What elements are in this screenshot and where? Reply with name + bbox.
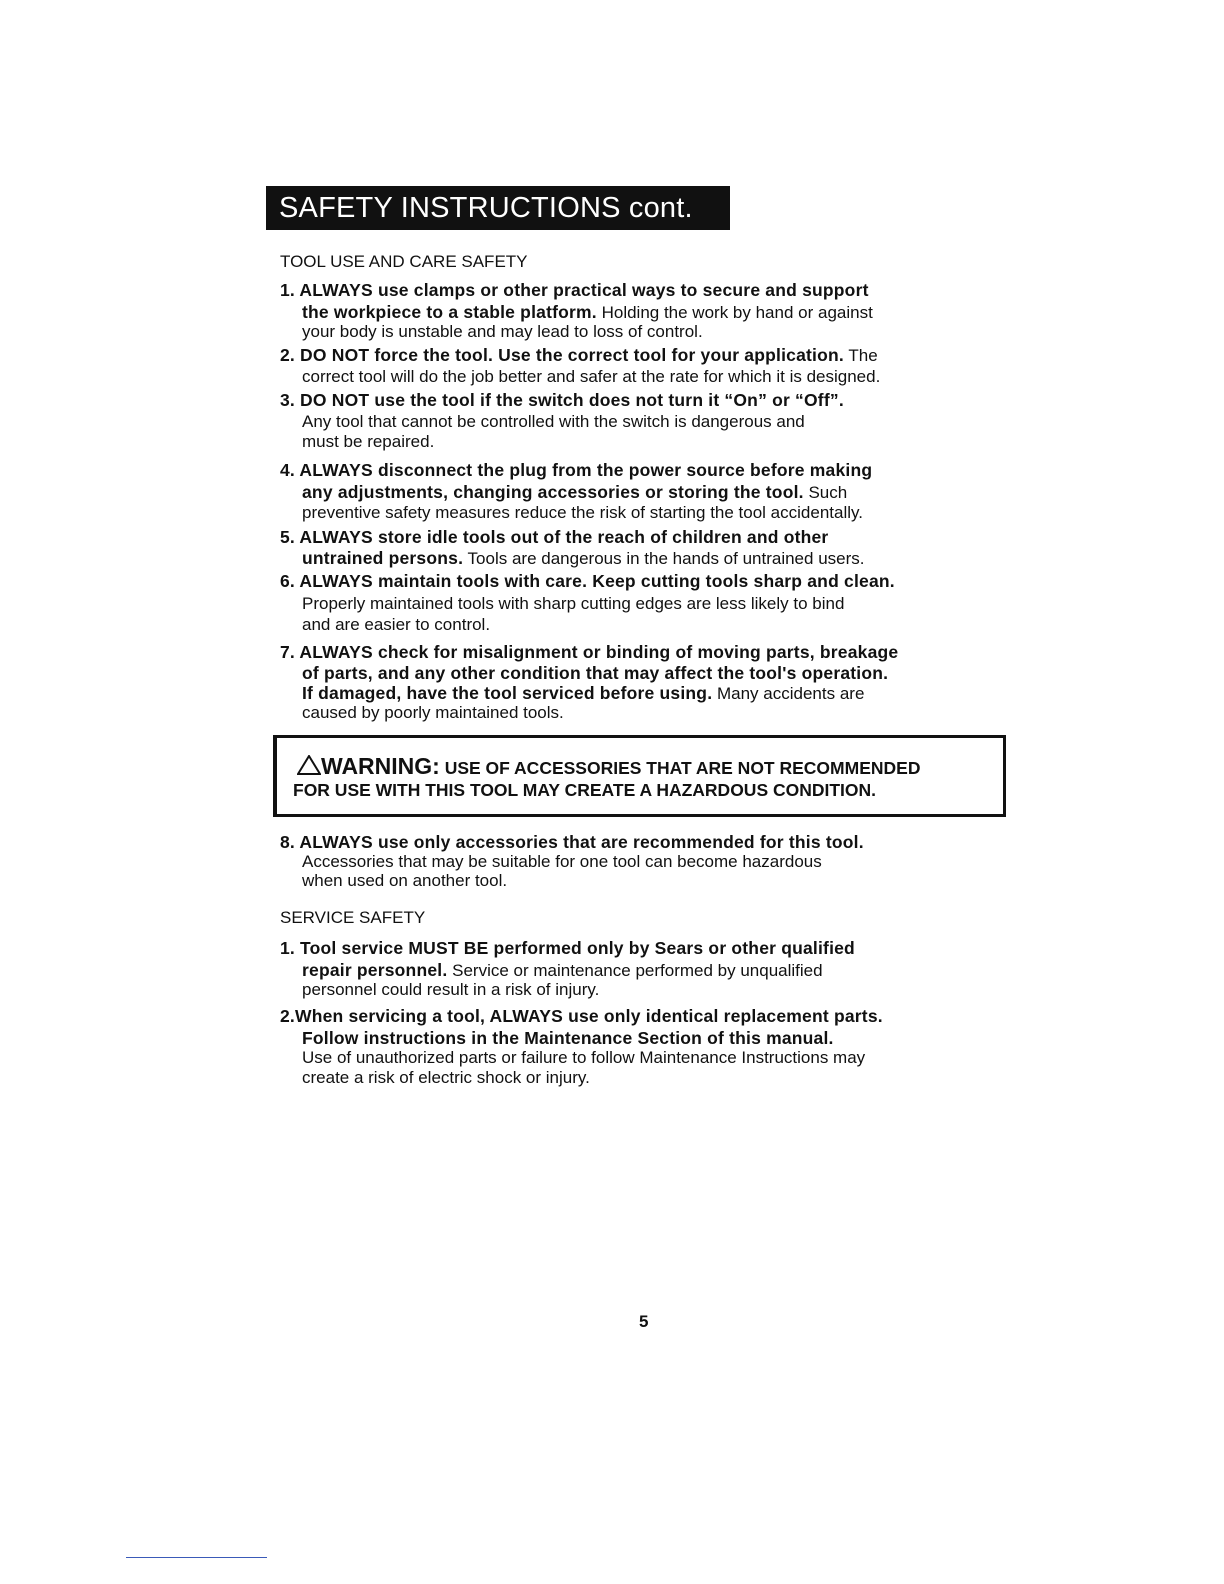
list-item-line — [302, 960, 823, 981]
list-item-line — [302, 1028, 834, 1049]
body-text: Accessories that may be suitable for one tool can become hazardous — [302, 852, 822, 871]
list-item-line — [280, 938, 855, 959]
list-item-line — [280, 832, 864, 853]
list-item-line — [302, 663, 888, 684]
footer-rule — [126, 1557, 267, 1558]
list-item-line — [302, 1048, 865, 1068]
bold-text: 2.When servicing a tool, ALWAYS use only identical replacement parts. — [280, 1006, 883, 1026]
list-item-line — [280, 345, 878, 366]
list-item-line — [302, 322, 703, 342]
service-safety-heading: SERVICE SAFETY — [280, 908, 426, 927]
warning-triangle-icon — [297, 755, 321, 775]
body-text: must be repaired. — [302, 432, 435, 451]
list-item-line — [302, 1068, 590, 1088]
bold-text: repair personnel. — [302, 960, 448, 980]
tool-use-heading: TOOL USE AND CARE SAFETY — [280, 252, 528, 271]
list-item-line — [280, 1006, 883, 1027]
bold-text: 5. ALWAYS store idle tools out of the reach of children and other — [280, 527, 829, 547]
bold-text: any adjustments, changing accessories or storing the tool. — [302, 482, 804, 502]
bold-text: If damaged, have the tool serviced before using. — [302, 683, 713, 703]
list-item-line — [280, 280, 869, 301]
body-text: when used on another tool. — [302, 871, 508, 890]
list-item-line — [302, 503, 863, 523]
bold-text: 1. Tool service MUST BE performed only by Sears or other qualified — [280, 938, 855, 958]
warning-box — [273, 735, 1006, 817]
bold-text: 7. ALWAYS check for misalignment or binding of moving parts, breakage — [280, 642, 899, 662]
body-text: Many accidents are — [712, 684, 865, 703]
bold-text: 3. DO NOT use the tool if the switch does not turn it “On” or “Off”. — [280, 390, 844, 410]
list-item-line — [302, 482, 847, 503]
bold-text: 4. ALWAYS disconnect the plug from the power source before making — [280, 460, 873, 480]
body-text: Holding the work by hand or against — [596, 303, 873, 322]
body-text: create a risk of electric shock or injury. — [302, 1068, 590, 1087]
warning-text-line2: FOR USE WITH THIS TOOL MAY CREATE A HAZARDOUS CONDITION. — [293, 780, 877, 800]
list-item-line — [302, 302, 873, 323]
list-item-line — [302, 412, 805, 432]
body-text: your body is unstable and may lead to loss of control. — [302, 322, 703, 341]
body-text: caused by poorly maintained tools. — [302, 703, 564, 722]
list-item-line — [302, 980, 599, 1000]
list-item-line — [280, 642, 898, 663]
bold-text: untrained persons. — [302, 548, 464, 568]
body-text: personnel could result in a risk of injury. — [302, 980, 600, 999]
list-item-line — [302, 683, 864, 704]
warning-text-line1: USE OF ACCESSORIES THAT ARE NOT RECOMMENDED — [439, 758, 921, 778]
list-item-line — [302, 852, 822, 872]
bold-text: Follow instructions in the Maintenance Section of this manual. — [302, 1028, 834, 1048]
list-item-line — [280, 527, 828, 548]
list-item-line — [302, 615, 490, 635]
body-text: Use of unauthorized parts or failure to follow Maintenance Instructions may — [302, 1048, 866, 1067]
warning-label: WARNING: — [321, 753, 440, 779]
list-item-line — [302, 432, 434, 452]
bold-text: 8. ALWAYS use only accessories that are recommended for this tool. — [280, 832, 864, 852]
list-item-line — [302, 367, 880, 387]
body-text: preventive safety measures reduce the risk of starting the tool accidentally. — [302, 503, 863, 522]
list-item-line — [302, 703, 564, 723]
list-item-line — [280, 571, 895, 592]
body-text: Tools are dangerous in the hands of untrained users. — [463, 549, 865, 568]
page-number: 5 — [639, 1312, 649, 1331]
bold-text: 2. DO NOT force the tool. Use the correct tool for your application. — [280, 345, 844, 365]
body-text: Any tool that cannot be controlled with the switch is dangerous and — [302, 412, 805, 431]
body-text: Service or maintenance performed by unqualified — [447, 961, 823, 980]
body-text: correct tool will do the job better and safer at the rate for which it is designed. — [302, 367, 881, 386]
body-text: Properly maintained tools with sharp cutting edges are less likely to bind — [302, 594, 845, 613]
list-item-line — [302, 548, 864, 569]
list-item-line — [280, 390, 844, 411]
bold-text: 6. ALWAYS maintain tools with care. Keep cutting tools sharp and clean. — [280, 571, 895, 591]
bold-text: the workpiece to a stable platform. — [302, 302, 597, 322]
body-text: Such — [803, 483, 848, 502]
bold-text: 1. ALWAYS use clamps or other practical ways to secure and support — [280, 280, 869, 300]
list-item-line — [280, 460, 872, 481]
list-item-line — [302, 594, 844, 614]
bold-text: of parts, and any other condition that may affect the tool's operation. — [302, 663, 889, 683]
section-banner: SAFETY INSTRUCTIONS cont. — [266, 186, 730, 230]
body-text: and are easier to control. — [302, 615, 491, 634]
list-item-line — [302, 871, 507, 891]
body-text: The — [843, 346, 878, 365]
